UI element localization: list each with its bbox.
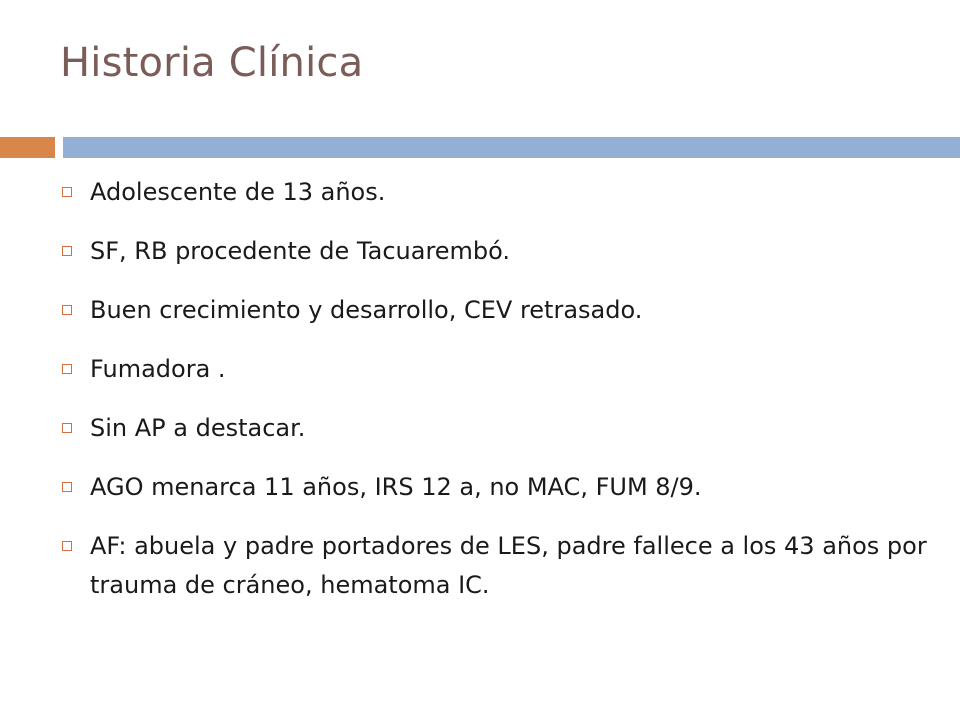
square-bullet-icon — [62, 305, 72, 315]
bullet-text: Sin AP a destacar. — [90, 414, 306, 442]
slide-title: Historia Clínica — [60, 40, 364, 86]
list-item — [62, 468, 942, 507]
bullet-text: Buen crecimiento y desarrollo, CEV retrasado. — [90, 296, 643, 324]
list-item — [62, 291, 942, 330]
list-item — [62, 173, 942, 212]
bullet-text: Adolescente de 13 años. — [90, 178, 386, 206]
square-bullet-icon — [62, 423, 72, 433]
list-item — [62, 350, 942, 389]
list-item — [62, 527, 942, 605]
list-item — [62, 409, 942, 448]
bullet-text: AGO menarca 11 años, IRS 12 a, no MAC, FUM 8/9. — [90, 473, 702, 501]
bullet-list — [62, 173, 942, 625]
square-bullet-icon — [62, 246, 72, 256]
bullet-text: Fumadora . — [90, 355, 226, 383]
square-bullet-icon — [62, 364, 72, 374]
square-bullet-icon — [62, 541, 72, 551]
bullet-text: AF: abuela y padre portadores de LES, padre fallece a los 43 años por trauma de cráneo, hematoma IC. — [90, 532, 927, 599]
bullet-text: SF, RB procedente de Tacuarembó. — [90, 237, 511, 265]
list-item — [62, 232, 942, 271]
square-bullet-icon — [62, 482, 72, 492]
title-accent-bar — [0, 137, 55, 158]
square-bullet-icon — [62, 187, 72, 197]
title-divider-bar — [63, 137, 960, 158]
